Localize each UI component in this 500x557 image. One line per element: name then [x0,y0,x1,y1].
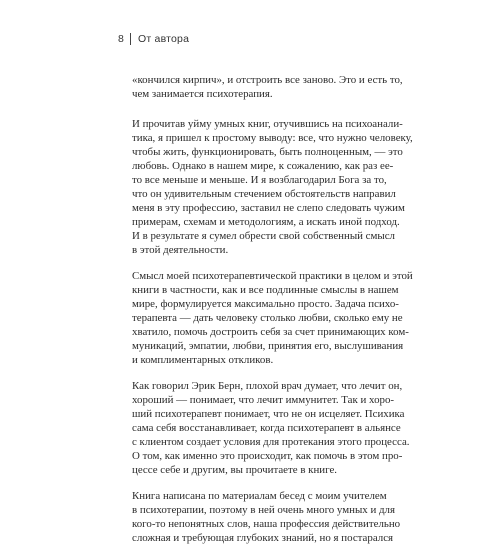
text-line: и комплиментарных откликов. [132,354,274,366]
text-line: меня в эту профессию, заставил не слепо следовать чужим [132,202,405,214]
paragraph [132,489,401,545]
section-title: От автора [138,33,190,45]
running-head [118,32,189,46]
text-line: чтобы жить, функционировать, быть полноценным, — это [132,146,403,158]
text-line: О том, как именно это происходит, как помочь в этом про- [132,450,403,462]
text-line: муникаций, эмпатии, любви, принятия его, выслушивания [132,340,404,352]
header-divider [130,33,131,45]
text-line: примерам, схемам и методологиям, а искать иной подход. [132,216,400,228]
text-line: терапевта — дать человеку столько любви, сколько ему не [132,312,403,324]
text-line: кого-то непонятных слов, наша профессия действительно [132,518,401,530]
text-line: любовь. Однако в нашем мире, к сожалению, как раз ее- [132,160,394,172]
text-line: Как говорил Эрик Берн, плохой врач думает, что лечит он, [132,380,403,392]
paragraph [132,117,413,257]
text-line: цессе себе и другим, вы прочитаете в книге. [132,464,338,476]
text-line: книги в частности, как и все подлинные смыслы в нашем [132,284,399,296]
text-line: хватило, помочь достроить себя за счет принимающих ком- [132,326,409,338]
text-line: что он удивительным стечением обстоятельств направил [132,188,396,200]
text-line: И прочитав уйму умных книг, отучившись на психоанали- [132,118,403,130]
text-line: мире, формулируется максимально просто. Задача психо- [132,298,399,310]
text-line: тика, я пришел к простому выводу: все, что нужно человеку, [132,132,413,144]
text-line: Книга написана по материалам бесед с моим учителем [132,490,387,502]
page-number: 8 [118,33,125,45]
paragraph [132,269,413,367]
text-line: ший психотерапевт понимает, что не он исцеляет. Психика [132,408,405,420]
text-line: И в результате я сумел обрести свой собственный смысл [132,230,395,242]
text-line: то все меньше и меньше. И я возблагодарил Бога за то, [132,174,387,186]
paragraph [132,379,410,477]
text-line: Смысл моей психотерапевтической практики в целом и этой [132,270,413,282]
text-line: «кончился кирпич», и отстроить все заново. Это и есть то, [132,74,403,86]
text-line: хороший — понимает, что лечит иммунитет. Так и хоро- [132,394,395,406]
paragraph [132,73,403,101]
text-line: сложная и требующая глубоких знаний, но я постарался [132,532,394,544]
text-line: с клиентом создает условия для протекания этого процесса. [132,436,410,448]
text-line: сама себя восстанавливает, когда психотерапевт в альянсе [132,422,401,434]
text-line: в этой деятельности. [132,244,229,256]
body-text [132,73,413,557]
text-line: в психотерапии, поэтому в ней очень много умных и для [132,504,395,516]
text-line: чем занимается психотерапия. [132,88,273,100]
